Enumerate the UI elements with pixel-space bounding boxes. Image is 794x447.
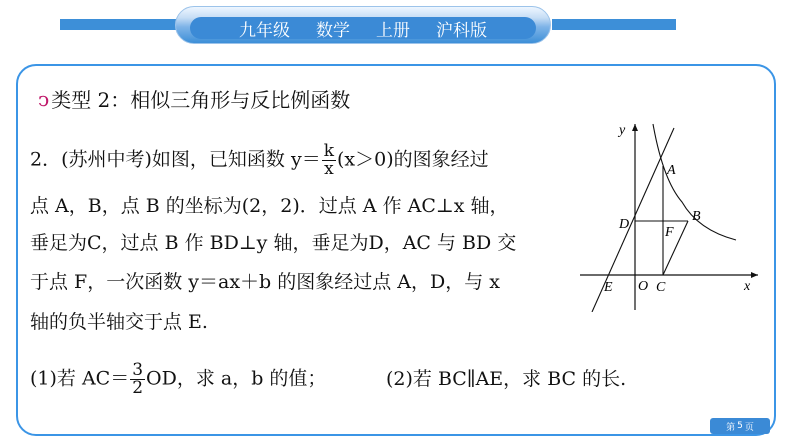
x-axis-arrow-icon [751, 272, 758, 278]
label-b: B [692, 209, 701, 224]
header-volume: 上册 [376, 20, 410, 41]
page-suffix: 页 [744, 422, 754, 433]
page-prefix: 第 [726, 422, 736, 433]
fraction-denominator: 2 [132, 378, 144, 398]
header-bar-right [552, 19, 676, 30]
section-heading-text: 类型 2：相似三角形与反比例函数 [51, 88, 351, 112]
y-axis-arrow-icon [632, 124, 638, 131]
label-x: x [744, 279, 751, 294]
question-2: (2)若 BC∥AE，求 BC 的长. [386, 368, 627, 390]
geometry-figure [578, 120, 762, 312]
page-number-badge [710, 418, 770, 434]
problem-line-3: 垂足为C，过点 B 作 BD⊥y 轴，垂足为D，AC 与 BD 交 [30, 232, 517, 254]
header-grade: 九年级 [239, 20, 290, 41]
problem-line-1-post: (x＞0)的图象经过 [337, 148, 489, 171]
problem-line-4: 于点 F，一次函数 y＝ax＋b 的图象经过点 A，D，与 x [30, 271, 500, 293]
problem-line-1-pre: 2．(苏州中考)如图，已知函数 y＝ [30, 148, 321, 171]
page-number: 5 [737, 421, 743, 431]
question-1-post: OD，求 a，b 的值； [146, 367, 327, 390]
question-1 [30, 362, 326, 397]
question-1-pre: (1)若 AC＝ [30, 367, 130, 390]
label-y: y [619, 123, 626, 138]
label-d: D [619, 217, 630, 232]
segment-ae-link [635, 166, 663, 221]
problem-line-1 [30, 143, 489, 178]
bullet-mark-icon: ↄ [38, 86, 50, 111]
label-c: C [656, 280, 666, 295]
label-a: A [667, 163, 676, 178]
problem-line-5: 轴的负半轴交于点 E. [30, 311, 208, 333]
label-e: E [604, 280, 613, 295]
label-o: O [638, 279, 649, 294]
fraction-denominator: x [324, 159, 334, 179]
fraction-numerator: k [323, 141, 335, 161]
header-bar-left [60, 19, 180, 30]
header-subject: 数学 [316, 20, 350, 41]
section-heading [38, 84, 350, 113]
fraction-k-over-x [322, 143, 336, 178]
fraction-3-over-2 [130, 362, 145, 397]
header-title [190, 17, 536, 39]
header-edition: 沪科版 [436, 20, 487, 41]
label-f: F [665, 225, 674, 240]
fraction-numerator: 3 [132, 360, 144, 380]
problem-line-2: 点 A，B，点 B 的坐标为(2，2)．过点 A 作 AC⊥x 轴， [30, 195, 509, 217]
